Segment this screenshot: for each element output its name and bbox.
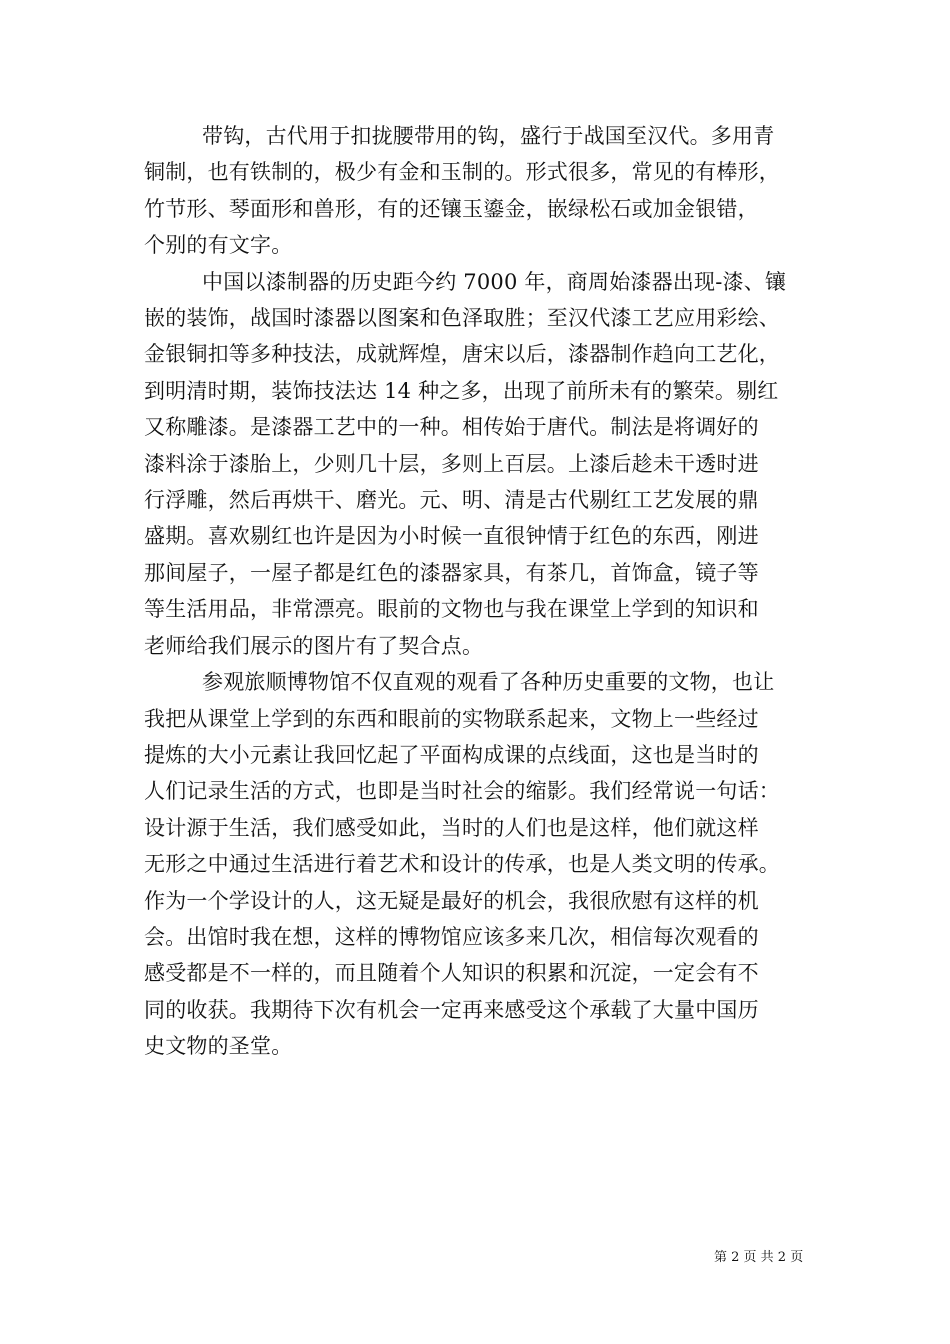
paragraph-line: 那间屋子，一屋子都是红色的漆器家具，有茶几，首饰盒，镜子等	[144, 560, 759, 585]
paragraph-line: 无形之中通过生活进行着艺术和设计的传承，也是人类文明的传承。	[144, 852, 780, 877]
paragraph-line: 老师给我们展示的图片有了契合点。	[144, 633, 484, 658]
paragraph-line: 到明清时期，装饰技法达 14 种之多，出现了前所未有的繁荣。剔红	[144, 378, 779, 403]
page-number-footer: 第 2 页 共 2 页	[714, 1250, 804, 1265]
paragraph-line: 史文物的圣堂。	[144, 1034, 293, 1059]
paragraph-line: 设计源于生活，我们感受如此，当时的人们也是这样，他们就这样	[144, 815, 759, 840]
paragraph-line: 盛期。喜欢剔红也许是因为小时候一直很钟情于红色的东西，刚进	[144, 524, 759, 549]
paragraph-line: 又称雕漆。是漆器工艺中的一种。相传始于唐代。制法是将调好的	[144, 415, 759, 440]
paragraph-line: 作为一个学设计的人，这无疑是最好的机会，我很欣慰有这样的机	[144, 888, 759, 913]
paragraph-line: 漆料涂于漆胎上，少则几十层，多则上百层。上漆后趁未干透时进	[144, 451, 759, 476]
paragraph-lacquerware	[144, 264, 806, 664]
paragraph-line: 同的收获。我期待下次有机会一定再来感受这个承载了大量中国历	[144, 997, 759, 1022]
paragraph-line: 金银铜扣等多种技法，成就辉煌，唐宋以后，漆器制作趋向工艺化，	[144, 342, 780, 367]
paragraph-line: 带钩，古代用于扣拢腰带用的钩，盛行于战国至汉代。多用青	[202, 124, 775, 148]
paragraph-line: 提炼的大小元素让我回忆起了平面构成课的点线面，这也是当时的	[144, 742, 759, 767]
paragraph-line: 中国以漆制器的历史距今约 7000 年，商周始漆器出现-漆、镶	[202, 269, 787, 294]
paragraph-belt-hook	[144, 118, 806, 264]
paragraph-line: 等生活用品，非常漂亮。眼前的文物也与我在课堂上学到的知识和	[144, 597, 759, 622]
paragraph-line: 会。出馆时我在想，这样的博物馆应该多来几次，相信每次观看的	[144, 924, 759, 949]
paragraph-line: 铜制，也有铁制的，极少有金和玉制的。形式很多，常见的有棒形，	[144, 160, 780, 185]
paragraph-line: 个别的有文字。	[144, 233, 293, 258]
paragraph-line: 行浮雕，然后再烘干、磨光。元、明、清是古代剔红工艺发展的鼎	[144, 488, 759, 513]
paragraph-museum-visit	[144, 664, 806, 1064]
document-body	[144, 118, 806, 1065]
paragraph-line: 我把从课堂上学到的东西和眼前的实物联系起来，文物上一些经过	[144, 706, 759, 731]
paragraph-line: 参观旅顺博物馆不仅直观的观看了各种历史重要的文物，也让	[202, 670, 775, 695]
paragraph-line: 竹节形、琴面形和兽形，有的还镶玉鎏金，嵌绿松石或加金银错，	[144, 196, 759, 221]
paragraph-line: 感受都是不一样的，而且随着个人知识的积累和沉淀，一定会有不	[144, 961, 759, 986]
paragraph-line: 嵌的装饰，战国时漆器以图案和色泽取胜；至汉代漆工艺应用彩绘、	[144, 306, 780, 331]
paragraph-line: 人们记录生活的方式，也即是当时社会的缩影。我们经常说一句话：	[144, 779, 780, 804]
